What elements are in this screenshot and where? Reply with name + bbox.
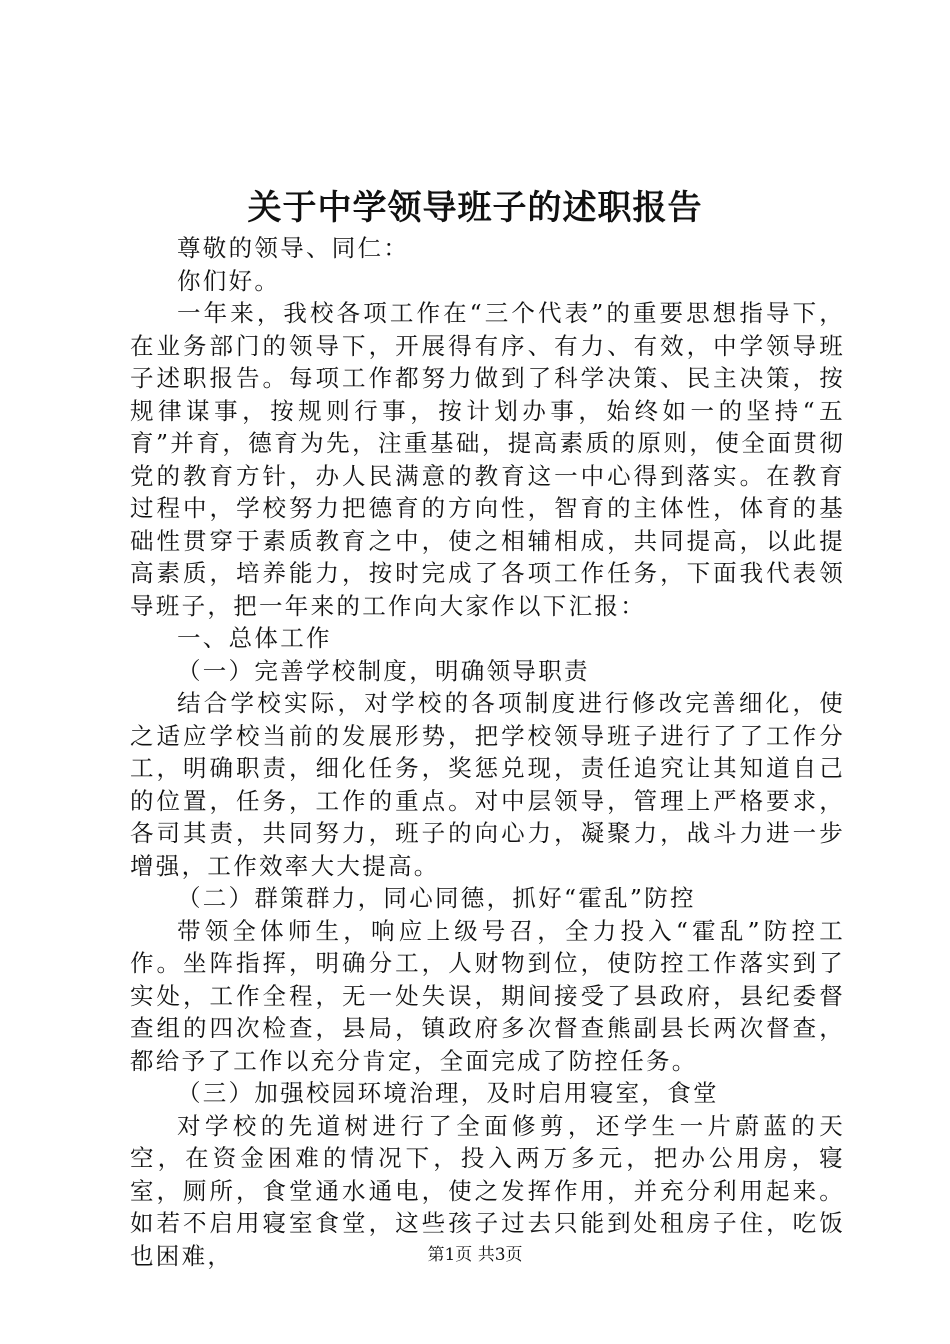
paragraph-1: 结合学校实际，对学校的各项制度进行修改完善细化，使之适应学校当前的发展形势，把学校领导班子进行了了工作分工，明确职责，细化任务，奖惩兑现，责任追究让其知道自己的位置，任务，工作的重点。对中层领导，管理上严格要求，各司其责，共同努力，班子的向心力，凝聚力，战斗力进一步增强，工作效率大大提高。: [130, 689, 845, 880]
subheading-3: （三）加强校园环境治理，及时启用寝室，食堂: [177, 1079, 719, 1107]
intro-paragraph: 一年来，我校各项工作在“三个代表”的重要思想指导下，在业务部门的领导下，开展得有序、有力、有效，中学领导班子述职报告。每项工作都努力做到了科学决策、民主决策，按规律谋事，按规则行事，按计划办事，始终如一的坚持“五育”并育，德育为先，注重基础，提高素质的原则，使全面贯彻党的教育方针，办人民满意的教育这一中心得到落实。在教育过程中，学校努力把德育的方向性，智育的主体性，体育的基础性贯穿于素质教育之中，使之相辅相成，共同提高，以此提高素质，培养能力，按时完成了各项工作任务，下面我代表领导班子，把一年来的工作向大家作以下汇报：: [130, 299, 845, 620]
document-body: [130, 232, 845, 1272]
paragraph-3: 对学校的先道树进行了全面修剪，还学生一片蔚蓝的天空，在资金困难的情况下，投入两万多元，把办公用房，寝室，厕所，食堂通水通电，使之发挥作用，并充分利用起来。如若不启用寝室食堂，这些孩子过去只能到处租房子住，吃饭也困难，: [130, 1111, 845, 1270]
document-title: 关于中学领导班子的述职报告: [247, 188, 703, 228]
page-number: 第1页 共3页: [427, 1245, 523, 1265]
subheading-2: （二）群策群力，同心同德，抓好“霍乱”防控: [177, 884, 696, 912]
paragraph-2: 带领全体师生，响应上级号召，全力投入“霍乱”防控工作。坐阵指挥，明确分工，人财物到位，使防控工作落实到了实处，工作全程，无一处失误，期间接受了县政府，县纪委督查组的四次检查，县局，镇政府多次督查熊副县长两次督查，都给予了工作以充分肯定，全面完成了防控任务。: [130, 916, 845, 1075]
section-heading-overall: 一、总体工作: [177, 624, 332, 652]
salutation: 尊敬的领导、同仁：: [177, 234, 410, 262]
greeting: 你们好。: [177, 266, 281, 295]
subheading-1: （一）完善学校制度，明确领导职责: [177, 656, 590, 685]
